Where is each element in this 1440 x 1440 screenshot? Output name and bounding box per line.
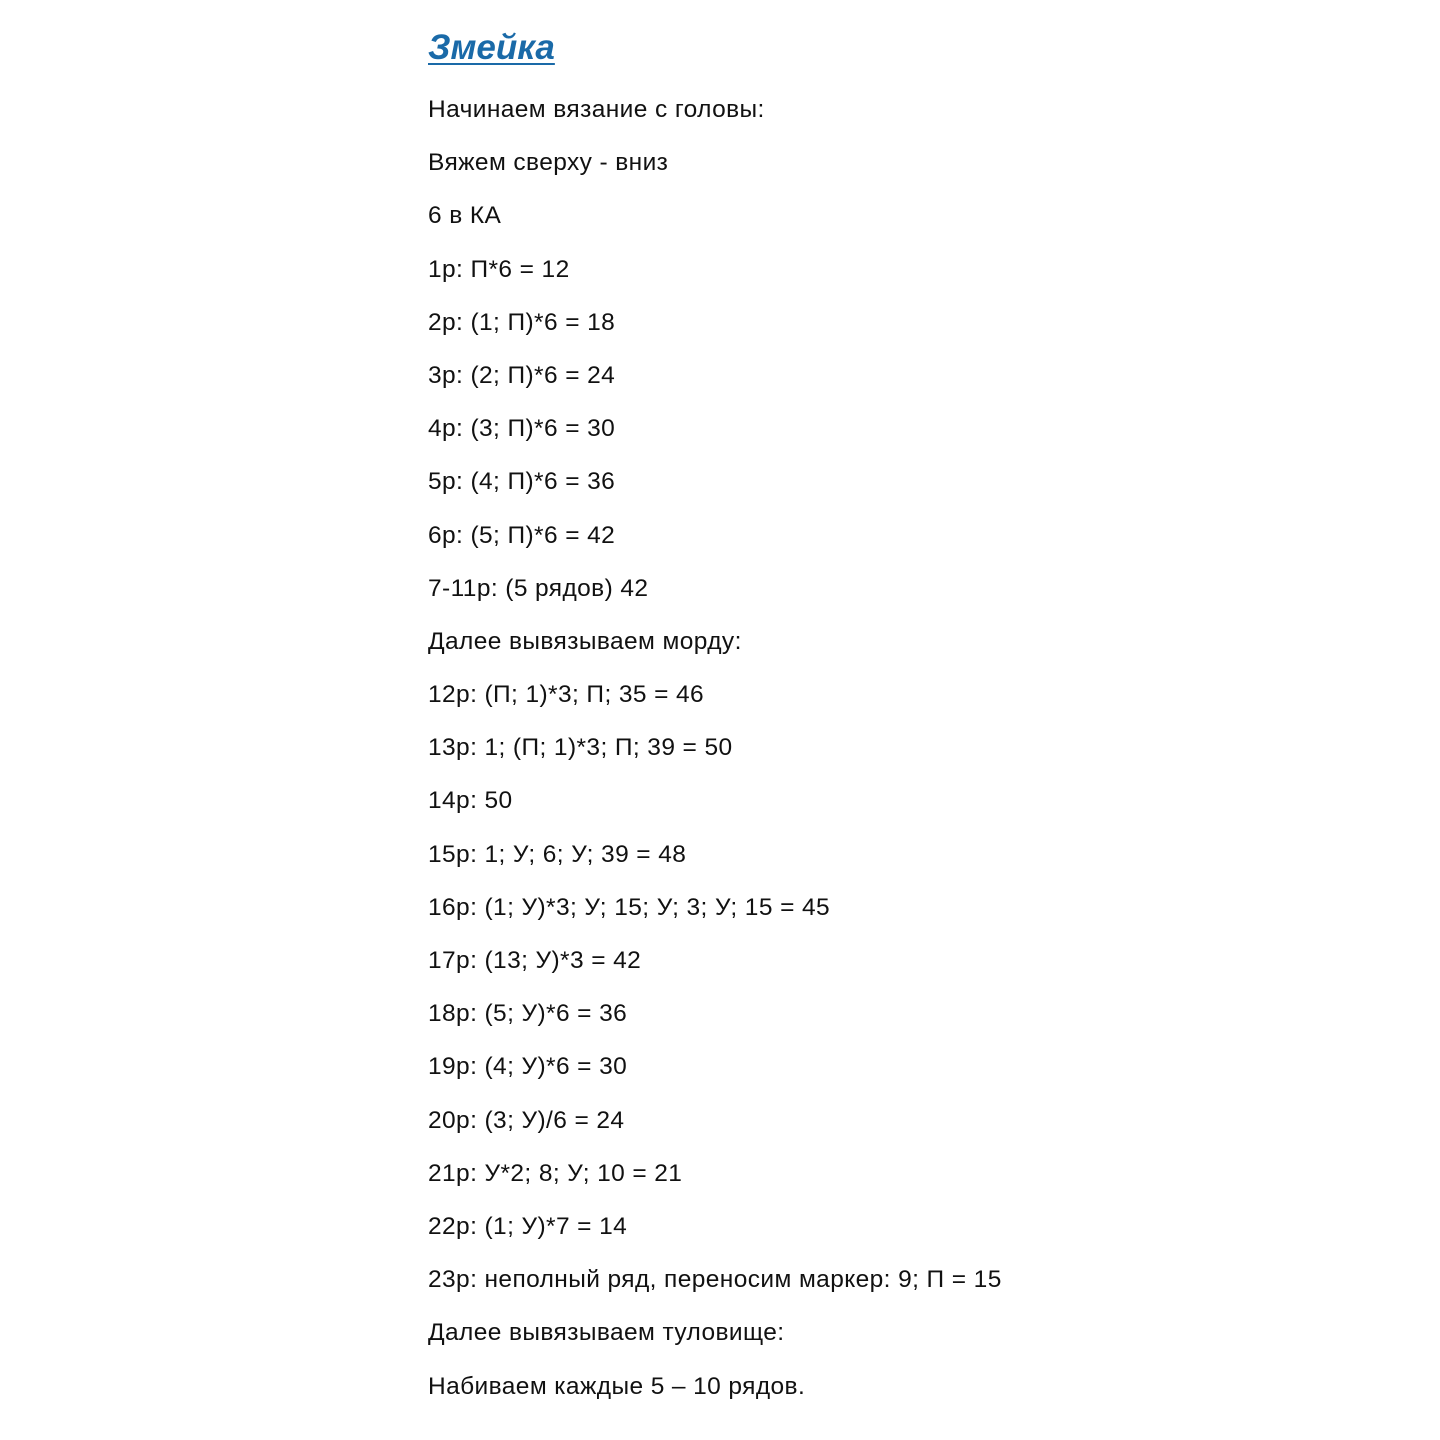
direction-line: Вяжем сверху - вниз xyxy=(428,149,669,177)
row-line: 18р: (5; У)*6 = 36 xyxy=(428,1000,628,1028)
intro-line: Начинаем вязание с головы: xyxy=(428,96,765,123)
row-line: 6р: (5; П)*6 = 42 xyxy=(428,521,616,549)
row-line: 22р: (1; У)*7 = 14 xyxy=(428,1212,628,1240)
row-line: 4р: (3; П)*6 = 30 xyxy=(428,415,616,443)
stuffing-note-line: Набиваем каждые 5 – 10 рядов. xyxy=(428,1372,806,1400)
magic-ring-line: 6 в КА xyxy=(428,202,502,230)
row-line: 17р: (13; У)*3 = 42 xyxy=(428,947,642,974)
section-heading-line: Далее вывязываем туловище: xyxy=(428,1319,785,1347)
row-line: 13р: 1; (П; 1)*3; П; 39 = 50 xyxy=(428,734,733,762)
row-line: 16р: (1; У)*3; У; 15; У; 3; У; 15 = 45 xyxy=(428,893,831,921)
row-line: 12р: (П; 1)*3; П; 35 = 46 xyxy=(428,681,705,709)
row-line: 1р: П*6 = 12 xyxy=(428,255,570,283)
row-line: 2р: (1; П)*6 = 18 xyxy=(428,308,616,336)
document-page xyxy=(428,0,1328,1440)
row-line: 14р: 50 xyxy=(428,787,513,815)
pattern-lines xyxy=(428,92,1002,1422)
row-line: 3р: (2; П)*6 = 24 xyxy=(428,361,616,389)
document-title: Змейка xyxy=(428,28,555,67)
row-line: 7-11р: (5 рядов) 42 xyxy=(428,574,649,602)
row-line: 20р: (3; У)/6 = 24 xyxy=(428,1106,625,1134)
row-line: 23р: неполный ряд, переносим маркер: 9; П = 15 xyxy=(428,1266,1002,1294)
row-line: 19р: (4; У)*6 = 30 xyxy=(428,1053,628,1081)
section-heading-line: Далее вывязываем морду: xyxy=(428,627,742,655)
row-line: 5р: (4; П)*6 = 36 xyxy=(428,468,616,496)
row-line: 21р: У*2; 8; У; 10 = 21 xyxy=(428,1159,683,1187)
row-line: 15р: 1; У; 6; У; 39 = 48 xyxy=(428,840,687,868)
